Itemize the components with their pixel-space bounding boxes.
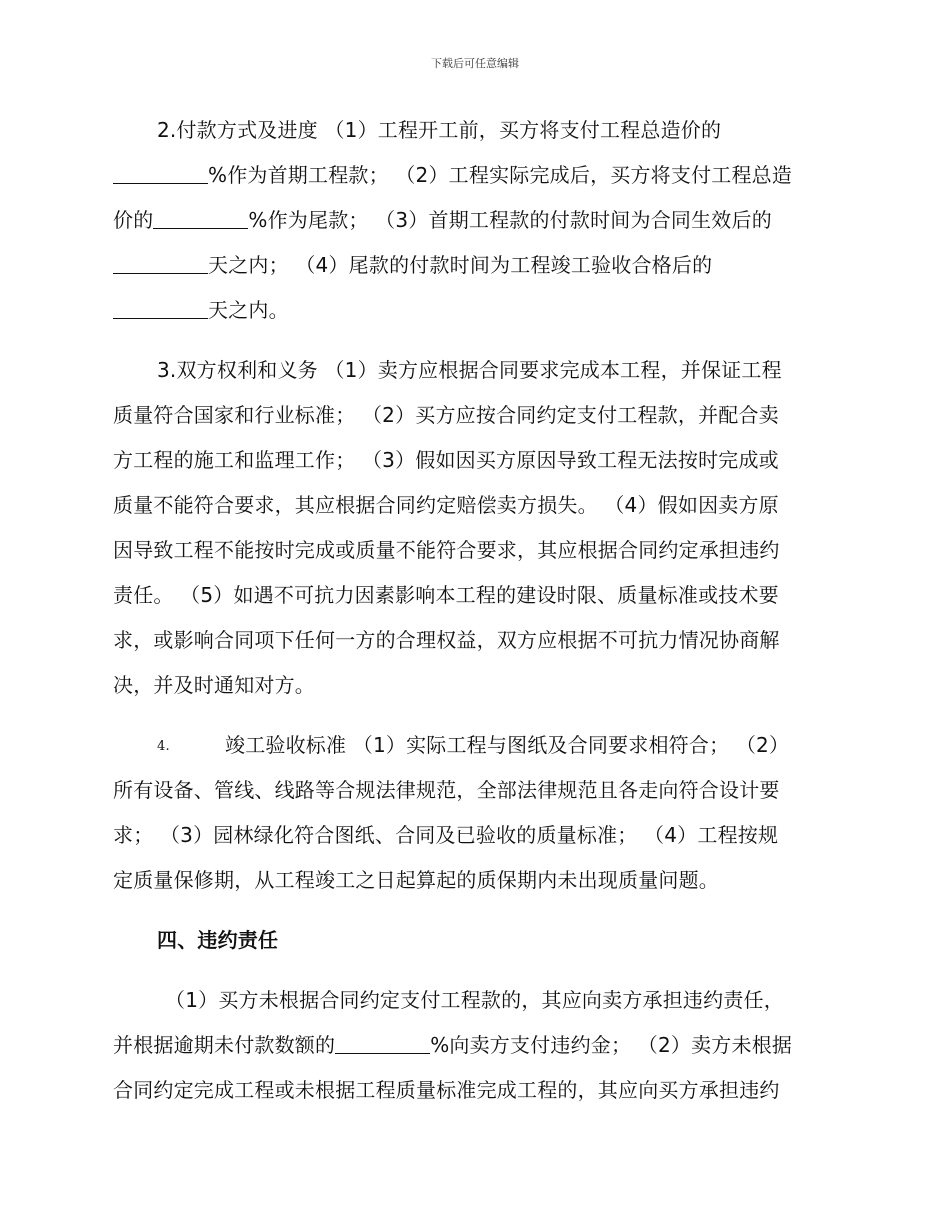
section-breach bbox=[113, 980, 838, 1115]
rights-line: 决，并及时通知对方。 bbox=[113, 673, 315, 697]
section-number: 4. bbox=[157, 739, 170, 754]
rights-line: 责任。 （5）如遇不可抗力因素影响本工程的建设时限、质量标准或技术要 bbox=[113, 583, 779, 607]
acceptance-line: 所有设备、管线、线路等合规法律规范，全部法律规范且各走向符合设计要 bbox=[113, 778, 780, 802]
rights-line: 方工程的施工和监理工作； （3）假如因买方原因导致工程无法按时完成或 bbox=[113, 448, 779, 472]
breach-line-2: 并根据逾期未付款数额的 %向卖方支付违约金； （2）卖方未根据 bbox=[113, 1025, 838, 1070]
rights-line: 求，或影响合同项下任何一方的合理权益，双方应根据不可抗力情况协商解 bbox=[113, 628, 780, 652]
blank-field[interactable] bbox=[335, 1029, 430, 1054]
payment-line-1: 2.付款方式及进度 （1）工程开工前，买方将支付工程总造价的 bbox=[157, 118, 722, 142]
page-header: 下载后可任意编辑 bbox=[431, 57, 519, 70]
breach-line-1: （1）买方未根据合同约定支付工程款的，其应向卖方承担违约责任， bbox=[165, 988, 784, 1012]
payment-line-4: 天之内； （4）尾款的付款时间为工程竣工验收合格后的 bbox=[113, 245, 838, 290]
payment-line-3: 价的 %作为尾款； （3）首期工程款的付款时间为合同生效后的 bbox=[113, 200, 838, 245]
section-heading: 四、违约责任 bbox=[157, 928, 279, 952]
payment-line-2: %作为首期工程款； （2）工程实际完成后，买方将支付工程总造 bbox=[113, 155, 838, 200]
rights-line: 质量不能符合要求，其应根据合同约定赔偿卖方损失。 （4）假如因卖方原 bbox=[113, 493, 779, 517]
rights-line: 3.双方权利和义务 （1）卖方应根据合同要求完成本工程，并保证工程 bbox=[157, 358, 782, 382]
rights-line: 质量符合国家和行业标准； （2）买方应按合同约定支付工程款，并配合卖 bbox=[113, 403, 779, 427]
document-body bbox=[113, 110, 838, 1115]
section-acceptance bbox=[113, 725, 838, 905]
blank-field[interactable] bbox=[113, 159, 208, 184]
acceptance-line: 定质量保修期，从工程竣工之日起算起的质保期内未出现质量问题。 bbox=[113, 868, 719, 892]
payment-line-5: 天之内。 bbox=[113, 290, 838, 335]
blank-field[interactable] bbox=[113, 294, 208, 319]
blank-field[interactable] bbox=[153, 204, 248, 229]
breach-line-3: 合同约定完成工程或未根据工程质量标准完成工程的，其应向买方承担违约 bbox=[113, 1078, 780, 1102]
section-rights bbox=[113, 350, 838, 710]
rights-line: 因导致工程不能按时完成或质量不能符合要求，其应根据合同约定承担违约 bbox=[113, 538, 780, 562]
acceptance-line-1: 4. 竣工验收标准 （1）实际工程与图纸及合同要求相符合； （2） bbox=[113, 725, 838, 770]
section-payment bbox=[113, 110, 838, 335]
blank-field[interactable] bbox=[113, 249, 208, 274]
acceptance-line: 求； （3）园林绿化符合图纸、合同及已验收的质量标准； （4）工程按规 bbox=[113, 823, 779, 847]
